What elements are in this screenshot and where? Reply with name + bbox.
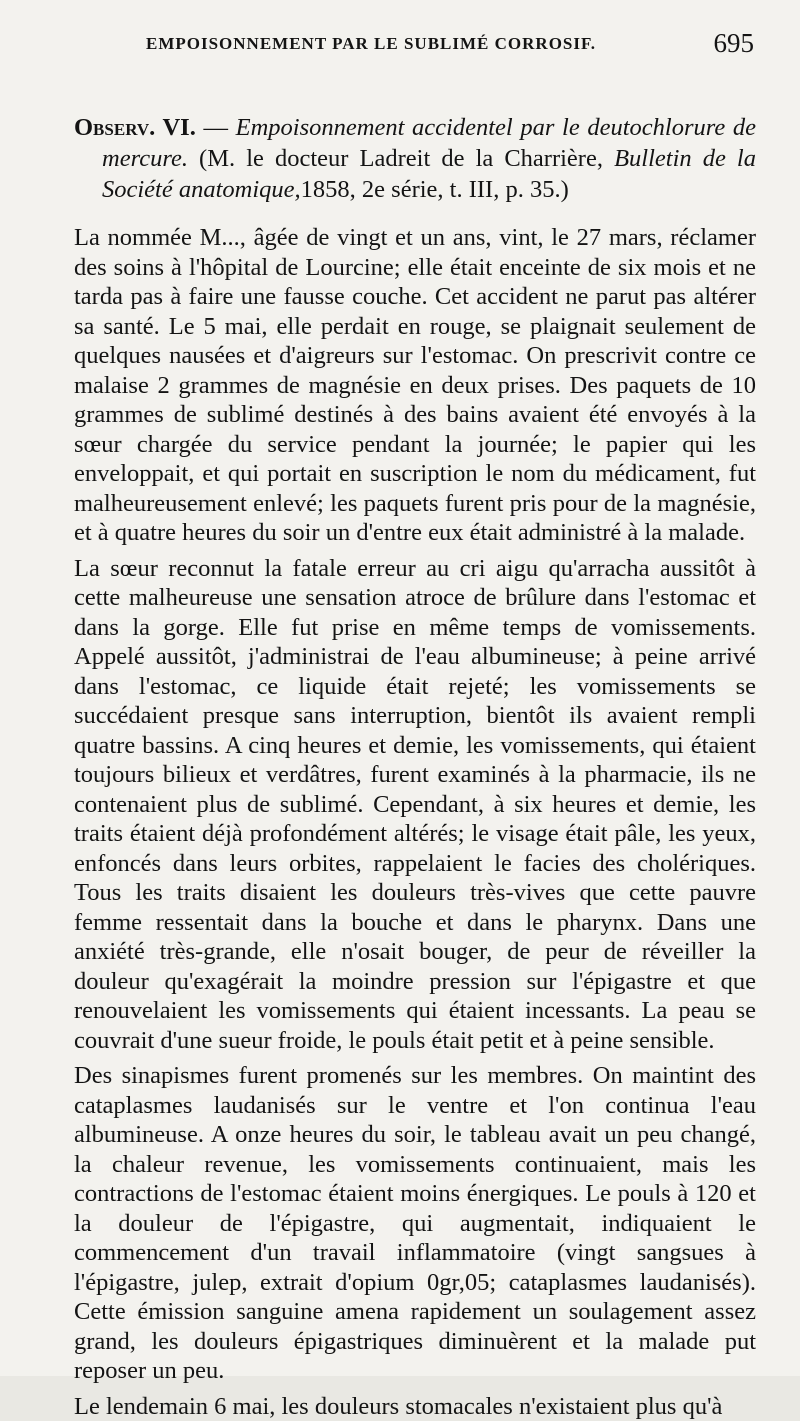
- observation-heading: [74, 112, 756, 205]
- paragraph: Des sinapismes furent promenés sur les membres. On maintint des cataplasmes laudanisés sur le ventre et l'on continua l'eau albumineuse. A onze heures du soir, le tableau avait un peu changé, la chaleur revenue, les vomissements continuaient, mais les contractions de l'estomac étaient moins énergiques. Le pouls à 120 et la douleur de l'épigastre, qui augmentait, indiquaient le commencement d'un travail inflammatoire (vingt sangsues à l'épigastre, julep, extrait d'opium 0gr,05; cataplasmes laudanisés). Cette émission sanguine amena rapidement un soulagement assez grand, les douleurs épigastriques diminuèrent et la malade put reposer un peu.: [74, 1061, 756, 1386]
- paragraph: La sœur reconnut la fatale erreur au cri aigu qu'arracha aussitôt à cette malheureuse une sensation atroce de brûlure dans l'estomac et dans la gorge. Elle fut prise en même temps de vomissements. Appelé aussitôt, j'administrai de l'eau albumineuse; à peine arrivé dans l'estomac, ce liquide était rejeté; les vomissements se succédaient presque sans interruption, bientôt ils avaient rempli quatre bassins. A cinq heures et demie, les vomissements, qui étaient toujours bilieux et verdâtres, furent examinés à la pharmacie, ils ne contenaient plus de sublimé. Cependant, à six heures et demie, les traits étaient déjà profondément altérés; le visage était pâle, les yeux, enfoncés dans leurs orbites, rappelaient le facies des cholériques. Tous les traits disaient les douleurs très-vives que cette pauvre femme ressentait dans la bouche et dans le pharynx. Dans une anxiété très-grande, elle n'osait bouger, de peur de réveiller la douleur qu'exagérait la moindre pression sur l'épigastre et que renouvelaient les vomissements qui étaient incessants. La peau se couvrait d'une sueur froide, le pouls était petit et à peine sensible.: [74, 554, 756, 1056]
- observation-reference-1: (M. le docteur Ladreit de la Charrière,: [188, 145, 614, 172]
- observation-label: Observ. VI.: [74, 114, 196, 141]
- paragraph: La nommée M..., âgée de vingt et un ans, vint, le 27 mars, réclamer des soins à l'hôpital de Lourcine; elle était enceinte de six mois et ne tarda pas à faire une fausse couche. Cet accident ne parut pas altérer sa santé. Le 5 mai, elle perdait en rouge, se plaignait seulement de quelques nausées et d'aigreurs sur l'estomac. On prescrivit contre ce malaise 2 grammes de magnésie en deux prises. Des paquets de 10 grammes de sublimé destinés à des bains avaient été envoyés à la sœur chargée du service pendant la journée; le papier qui les enveloppait, et qui portait en suscription le nom du médicament, fut malheureusement enlevé; les paquets furent pris pour de la magnésie, et à quatre heures du soir un d'entre eux était administré à la malade.: [74, 223, 756, 548]
- paragraph: Le lendemain 6 mai, les douleurs stomacales n'existaient plus qu'à: [74, 1392, 756, 1421]
- body-text: [74, 223, 756, 1421]
- observation-dash: —: [196, 114, 236, 141]
- observation-title: Empoisonnement accidentel par le deutochlorure de mercure.: [102, 114, 756, 172]
- observation-reference-2: 1858, 2e série, t. III, p. 35.): [301, 176, 569, 203]
- page-header: [74, 26, 756, 66]
- page-number: 695: [714, 28, 755, 59]
- observation-reference-journal: Bulletin de la Société anatomique,: [102, 145, 756, 203]
- running-title: EMPOISONNEMENT PAR LE SUBLIMÉ CORROSIF.: [146, 34, 596, 54]
